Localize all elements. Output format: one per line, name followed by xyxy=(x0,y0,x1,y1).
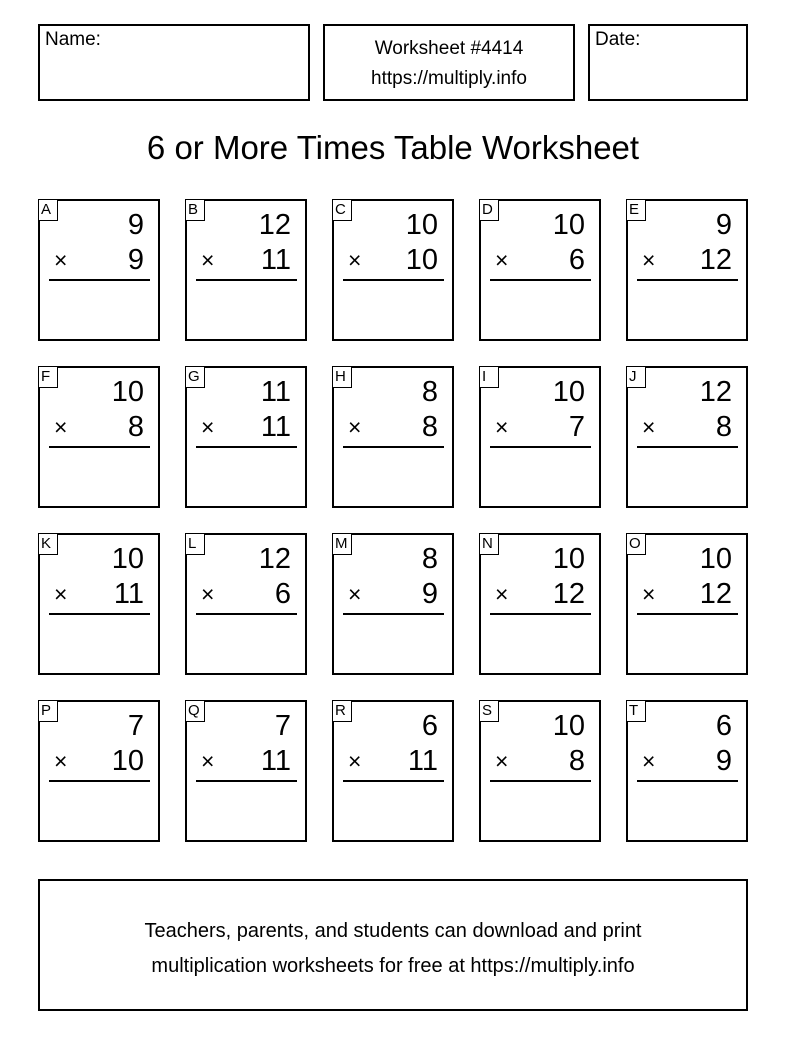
problem-letter: D xyxy=(479,199,499,221)
problem-letter: C xyxy=(332,199,352,221)
answer-line xyxy=(196,279,297,281)
answer-line xyxy=(343,613,444,615)
problem-card[interactable] xyxy=(38,700,160,842)
multiplier: 11 xyxy=(113,578,144,610)
multiplicand: 8 xyxy=(421,543,438,575)
times-sign: × xyxy=(54,748,68,774)
times-sign: × xyxy=(348,748,362,774)
problem-card[interactable] xyxy=(185,199,307,341)
times-sign: × xyxy=(495,247,509,273)
problem-letter: I xyxy=(479,366,499,388)
times-sign: × xyxy=(495,581,509,607)
answer-line xyxy=(490,279,591,281)
problem-card[interactable] xyxy=(626,533,748,675)
multiplier: 12 xyxy=(552,578,585,610)
multiplicand: 12 xyxy=(258,543,291,575)
problem-card[interactable] xyxy=(185,700,307,842)
multiplicand: 6 xyxy=(421,710,438,742)
times-sign: × xyxy=(642,748,656,774)
answer-line xyxy=(490,446,591,448)
problem-card[interactable] xyxy=(38,366,160,508)
multiplier: 7 xyxy=(568,411,585,443)
problem-card[interactable] xyxy=(185,366,307,508)
problem-card[interactable] xyxy=(626,700,748,842)
answer-line xyxy=(490,780,591,782)
problem-card[interactable] xyxy=(38,533,160,675)
multiplicand: 11 xyxy=(260,376,291,408)
footer-box xyxy=(38,879,748,1011)
multiplier: 11 xyxy=(260,244,291,276)
multiplier: 12 xyxy=(699,244,732,276)
multiplier: 8 xyxy=(568,745,585,777)
date-field-box[interactable] xyxy=(588,24,748,101)
multiplier: 6 xyxy=(568,244,585,276)
problem-card[interactable] xyxy=(626,199,748,341)
problem-letter: S xyxy=(479,700,499,722)
multiplicand: 10 xyxy=(552,710,585,742)
answer-line xyxy=(196,613,297,615)
multiplier: 11 xyxy=(260,745,291,777)
times-sign: × xyxy=(54,414,68,440)
multiplicand: 10 xyxy=(111,376,144,408)
times-sign: × xyxy=(201,414,215,440)
answer-line xyxy=(49,780,150,782)
answer-line xyxy=(49,613,150,615)
problem-card[interactable] xyxy=(332,533,454,675)
multiplier: 6 xyxy=(274,578,291,610)
multiplicand: 12 xyxy=(258,209,291,241)
problem-letter: H xyxy=(332,366,352,388)
problem-letter: G xyxy=(185,366,205,388)
multiplicand: 7 xyxy=(127,710,144,742)
multiplier: 9 xyxy=(421,578,438,610)
times-sign: × xyxy=(54,247,68,273)
multiplicand: 12 xyxy=(699,376,732,408)
times-sign: × xyxy=(642,247,656,273)
multiplicand: 6 xyxy=(715,710,732,742)
answer-line xyxy=(343,780,444,782)
multiplier: 9 xyxy=(127,244,144,276)
problem-card[interactable] xyxy=(332,700,454,842)
answer-line xyxy=(49,279,150,281)
problem-letter: P xyxy=(38,700,58,722)
multiplier: 8 xyxy=(421,411,438,443)
multiplicand: 9 xyxy=(127,209,144,241)
problem-letter: K xyxy=(38,533,58,555)
date-label: Date: xyxy=(595,29,641,50)
multiplier: 10 xyxy=(405,244,438,276)
answer-line xyxy=(637,613,738,615)
multiplicand: 9 xyxy=(715,209,732,241)
times-sign: × xyxy=(348,414,362,440)
problem-letter: N xyxy=(479,533,499,555)
times-sign: × xyxy=(201,748,215,774)
problem-letter: J xyxy=(626,366,646,388)
worksheet-id-box xyxy=(323,24,575,101)
answer-line xyxy=(49,446,150,448)
problem-letter: A xyxy=(38,199,58,221)
multiplier: 12 xyxy=(699,578,732,610)
problem-letter: L xyxy=(185,533,205,555)
times-sign: × xyxy=(201,247,215,273)
worksheet-url: https://multiply.info xyxy=(371,68,527,89)
problem-letter: Q xyxy=(185,700,205,722)
problem-letter: E xyxy=(626,199,646,221)
multiplicand: 10 xyxy=(552,376,585,408)
answer-line xyxy=(343,279,444,281)
multiplier: 11 xyxy=(260,411,291,443)
answer-line xyxy=(637,780,738,782)
footer-line-1: Teachers, parents, and students can download and print xyxy=(144,920,642,942)
problem-card[interactable] xyxy=(332,199,454,341)
multiplicand: 8 xyxy=(421,376,438,408)
multiplier: 8 xyxy=(127,411,144,443)
problem-letter: O xyxy=(626,533,646,555)
problem-card[interactable] xyxy=(479,533,601,675)
answer-line xyxy=(343,446,444,448)
multiplicand: 10 xyxy=(405,209,438,241)
times-sign: × xyxy=(201,581,215,607)
multiplier: 8 xyxy=(715,411,732,443)
multiplier: 11 xyxy=(407,745,438,777)
multiplier: 10 xyxy=(111,745,144,777)
multiplicand: 10 xyxy=(111,543,144,575)
times-sign: × xyxy=(495,414,509,440)
times-sign: × xyxy=(54,581,68,607)
multiplier: 9 xyxy=(715,745,732,777)
problem-card[interactable] xyxy=(332,366,454,508)
times-sign: × xyxy=(642,581,656,607)
answer-line xyxy=(196,446,297,448)
times-sign: × xyxy=(642,414,656,440)
problem-letter: T xyxy=(626,700,646,722)
answer-line xyxy=(637,446,738,448)
problem-letter: M xyxy=(332,533,352,555)
times-sign: × xyxy=(348,581,362,607)
problem-letter: R xyxy=(332,700,352,722)
problem-letter: B xyxy=(185,199,205,221)
problem-card[interactable] xyxy=(479,366,601,508)
problem-card[interactable] xyxy=(185,533,307,675)
problem-card[interactable] xyxy=(626,366,748,508)
multiplicand: 10 xyxy=(552,209,585,241)
problem-card[interactable] xyxy=(479,199,601,341)
multiplicand: 10 xyxy=(699,543,732,575)
times-sign: × xyxy=(495,748,509,774)
answer-line xyxy=(637,279,738,281)
problem-letter: F xyxy=(38,366,58,388)
problem-card[interactable] xyxy=(38,199,160,341)
name-field-box[interactable] xyxy=(38,24,310,101)
worksheet-number: Worksheet #4414 xyxy=(374,38,524,59)
name-label: Name: xyxy=(45,29,101,50)
page-title: 6 or More Times Table Worksheet xyxy=(146,129,640,166)
answer-line xyxy=(490,613,591,615)
problem-card[interactable] xyxy=(479,700,601,842)
footer-line-2: multiplication worksheets for free at https://multiply.info xyxy=(151,955,635,977)
multiplicand: 7 xyxy=(274,710,291,742)
times-sign: × xyxy=(348,247,362,273)
multiplicand: 10 xyxy=(552,543,585,575)
answer-line xyxy=(196,780,297,782)
